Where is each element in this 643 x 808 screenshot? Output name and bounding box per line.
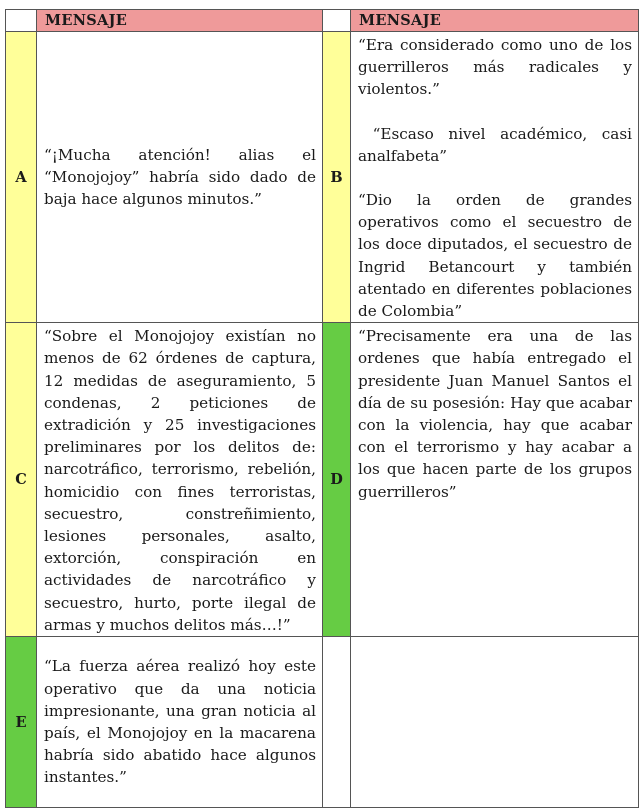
table-row — [6, 323, 639, 637]
letter-cell-c: C — [6, 323, 37, 637]
letter-cell-a: A — [6, 32, 37, 323]
header-row — [6, 10, 639, 32]
letter-cell-empty — [323, 637, 351, 808]
message-text: “La fuerza aérea realizó hoy este operativo que da una noticia impresionante, una gran noticia al país, el Monojojoy en la macarena habría sido abatido hace algunos instantes.” — [44, 657, 316, 787]
message-cell-empty — [351, 637, 639, 808]
message-cell-a — [37, 32, 323, 323]
letter-cell-b: B — [323, 32, 351, 323]
message-cell-d — [351, 323, 639, 637]
message-cell-e — [37, 637, 323, 808]
letter-cell-d: D — [323, 323, 351, 637]
message-cell-b — [351, 32, 639, 323]
message-text: “Sobre el Monojojoy existían no menos de 62 órdenes de captura, 12 medidas de aseguramiento, 5 condenas, 2 peticiones de extradición y 25 investigaciones preliminares por los delitos de: narcotráfico, terrorismo, rebelión, homicidio con fines terroristas, secuestro, constreñimiento, lesiones personales, asalto, extorción, conspiración en actividades de narcotráfico y secuestro, hurto, porte ilegal de armas y muchos delitos más…!” — [44, 327, 316, 634]
message-text: “Dio la orden de grandes operativos como el secuestro de los doce diputados, el secuestro de Ingrid Betancourt y también atentado en diferentes poblaciones de Colombia” — [358, 191, 632, 321]
header-title-right: MENSAJE — [351, 10, 639, 32]
message-cell-c — [37, 323, 323, 637]
message-text: “Precisamente era una de las ordenes que había entregado el presidente Juan Manuel Santos el día de su posesión: Hay que acabar con la violencia, hay que acabar con el terrorismo y hay acabar a los que hacen parte de los grupos guerrilleros” — [358, 327, 632, 501]
header-title-left: MENSAJE — [37, 10, 323, 32]
header-letter-cell-left — [6, 10, 37, 32]
table-row — [6, 637, 639, 808]
header-letter-cell-right — [323, 10, 351, 32]
message-text: “¡Mucha atención! alias el “Monojojoy” habría sido dado de baja hace algunos minutos.” — [44, 145, 316, 209]
table-row — [6, 32, 639, 323]
letter-cell-e: E — [6, 637, 37, 808]
message-table — [5, 9, 639, 808]
message-text: “Era considerado como uno de los guerrilleros más radicales y violentos.” — [358, 36, 632, 99]
message-text: “Escaso nivel académico, casi analfabeta” — [358, 124, 637, 165]
